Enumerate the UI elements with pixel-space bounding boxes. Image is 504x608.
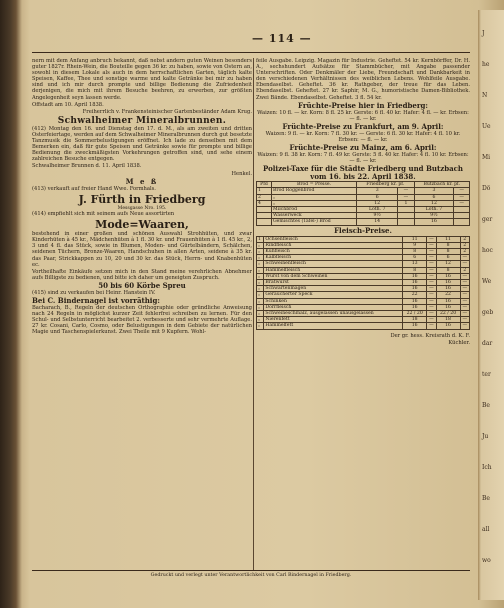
table-cell: 9 (403, 242, 427, 248)
table-cell: 14 (356, 219, 397, 225)
taxe-signature: Der gr. hess. Kreisrath d. K. F. (390, 332, 470, 339)
table-cell: „ (257, 286, 264, 292)
table-cell: 2 (460, 236, 470, 242)
facing-page-fragment: Ich (482, 464, 492, 471)
table-cell: 8 (436, 249, 460, 255)
table-cell: 8 (403, 249, 427, 255)
table-cell: — (427, 298, 436, 304)
notice-414-body: bestehend in einer großen und schönen Auswahl Strohhüten, und zwar Kinderhüten à 45 kr., Mädchenhüten à 1 fl. 30 kr. und Frauenhüten à 1 fl. 45 kr., 2, 3 und 4 fl. das Stück, sowie in Blumen, Moden- und Gürtelbändern, Schälchen, seidenen Tüchern, Bronze-Waaren, Handschuhen in allen Arten, seidene à 35 kr. das Paar, Strickkappen zu 10, 20 und 30 kr. das Stück, Herrn- und Knabenhüten ec. (32, 231, 252, 268)
table-cell: 22 / 20 (403, 311, 427, 317)
heading-mode-waaren: Mode=Waaren, (95, 218, 189, 232)
table-cell: „ (257, 292, 264, 298)
table-cell: — (460, 311, 470, 317)
facing-page-fragment: dar (482, 340, 493, 347)
table-cell: — (427, 261, 436, 267)
table-cell: Schinken (264, 298, 403, 304)
table-cell: 3 (414, 188, 454, 194)
table-cell: — (427, 286, 436, 292)
table-cell: 18 (436, 317, 460, 323)
table-cell: 11 (403, 236, 427, 242)
table-cell: Ochsenfleisch (264, 236, 403, 242)
table-cell: — (427, 292, 436, 298)
facing-page-fragment: We (482, 278, 492, 285)
header-cell: Friedberg kr. pf. (356, 182, 414, 188)
header-cell: Butzbach kr. pf. (414, 182, 469, 188)
table-cell: 2 (460, 267, 470, 273)
table-cell: — (460, 255, 470, 261)
book-list-right: feile Ausgabe. Leipzig. Magazin für Industrie. Geheftet. 54 kr. Kernbörffer, Dr. H. A., sechshundert Aufsätze für Stammbücher, mit Angabe passender Unterschriften. Oder Denkmäler der Liebe, Freundschaft und Dankbarkeit in den verschiedenen Verhältnissen des weiblichen Lebens. Wohlfeile Ausgabe. Ebendaselbst. Geheftet. 36 kr. Rathgeber, der treue für das Leben. Ebendaselbst. Geheftet. 27 kr. Saphir, M. G., humoristische Damen-Bibliothek. Zwei Bände. Ebendaselbst. Geheftet. 3 fl. 54 kr. (256, 58, 471, 101)
signature-henkel: Henkel. (231, 170, 252, 177)
table-cell: „ (257, 317, 264, 323)
table-cell: 12 (414, 200, 454, 206)
table-cell: 16 (436, 280, 460, 286)
table-cell: 22 / 20 (436, 311, 460, 317)
table-cell: 9½ (414, 213, 454, 219)
date-schwalheim: Schwalheimer Brunnen d. 11. April 1838. (32, 163, 142, 170)
taxe-signature-name: Küchler. (448, 339, 470, 346)
table-cell: „ (257, 323, 264, 329)
table-cell: — (427, 317, 436, 323)
brot-table (256, 181, 470, 225)
table-cell: 16 (436, 273, 460, 279)
table-cell: Milchbrod (272, 207, 357, 213)
facing-page-fragment: all (482, 526, 490, 533)
table-cell: — (460, 298, 470, 304)
table-row (257, 323, 470, 329)
table-cell: 2 (257, 194, 272, 200)
table-cell: 16 (403, 280, 427, 286)
preise-friedberg: Waizen: 10 fl. — kr. Korn: 8 fl. 25 kr. Gerste: 6 fl. 40 kr. Hafer: 4 fl. — kr. Erbsen: — fl. — kr. (257, 109, 469, 122)
table-cell: 16 (403, 323, 427, 329)
table-cell: — (427, 304, 436, 310)
table-cell: 12 (356, 200, 397, 206)
notice-414-intro: (414) empfiehlt sich mit seinem aufs Neue assortirten (32, 211, 175, 218)
table-cell: 6 (414, 194, 454, 200)
table-cell: 12 (436, 261, 460, 267)
table-cell (257, 219, 272, 225)
table-cell: 1 (257, 236, 264, 242)
table-cell: 22 (436, 292, 460, 298)
facing-page-fragment: Mi (482, 154, 491, 161)
table-cell: Schweineschmalz, ausgelassen unausgelassen (264, 311, 403, 317)
table-cell: 16 (403, 304, 427, 310)
heading-bindernagel: Bei C. Bindernagel ist vorräthig: (32, 296, 160, 306)
table-cell: „ (257, 298, 264, 304)
table-cell: Schwartenmagen (264, 286, 403, 292)
table-cell: Bratwurst (264, 280, 403, 286)
facing-page-fragment: geb (482, 309, 494, 316)
facing-page-edge (478, 10, 504, 600)
table-cell: „ (272, 200, 357, 206)
table-cell: 13 (403, 261, 427, 267)
table-cell: 1 (398, 200, 414, 206)
table-cell: 4 (257, 200, 272, 206)
table-cell: Loth. 7 (414, 207, 454, 213)
facing-page-fragment: Be (482, 402, 490, 409)
table-cell: 3 (356, 188, 397, 194)
notice-412: (412) Montag den 16. und Dienstag den 17. d. M., als am zweiten und dritten Osterfeiertage, werden auf dem Schwalheimer Mineralbrunnen durch gut besetzte Tanzmusik die Sommerbelustigungen eröffnet. Ich lade zu denselben mit dem Bemerken ein, daß für gute Speisen und Getränke sowie für prompte und billige Bedienung die zweckmäßigsten Vorkehrungen getroffen sind, und sehe einem zahlreichen Besuche entgegen. (32, 125, 252, 163)
table-cell: 2 (460, 242, 470, 248)
table-cell: Rindfleisch (264, 242, 403, 248)
table-cell: 18 (403, 317, 427, 323)
table-cell: 16 (436, 286, 460, 292)
table-cell: 6 (356, 194, 397, 200)
table-cell: — (427, 323, 436, 329)
newspaper-page (20, 30, 472, 590)
table-cell: 1 (257, 188, 272, 194)
notice-414-closing: Vortheilhafte Einkäufe setzen mich in den Stand meine verehrlichen Abnehmer aufs Billigste zu bedienen, und bitte ich daher um geneigten Zuspruch. (32, 268, 252, 281)
table-cell: — (460, 292, 470, 298)
heading-preise-frankfurt: Früchte-Preise zu Frankfurt, am 9. April: (282, 121, 444, 131)
table-cell: 16 (414, 219, 454, 225)
facing-page-fragment: Be (482, 495, 490, 502)
table-cell: 16 (403, 298, 427, 304)
heading-preise-mainz: Früchte-Preise zu Mainz, am 6. April: (289, 143, 437, 153)
table-cell: — (427, 311, 436, 317)
facing-page-fragment: he (482, 61, 490, 68)
header-cell: Pfd (257, 182, 272, 188)
table-cell: Wasserweck (272, 213, 357, 219)
table-cell: 6 (403, 255, 427, 261)
table-cell: „ (257, 311, 264, 317)
table-cell: Kalbfleisch (264, 255, 403, 261)
furth-address: Messgasse Nro. 195. (117, 205, 167, 211)
heading-preise-friedberg: Früchte-Preise hier in Friedberg: (297, 100, 429, 110)
table-cell: „ (257, 267, 264, 273)
table-cell: Brod Roggenbrod (272, 188, 357, 194)
table-cell: — (427, 255, 436, 261)
date-offstadt: Offstadt am 10. April 1838. (32, 101, 104, 108)
table-cell: — (427, 273, 436, 279)
table-cell: „ (257, 255, 264, 261)
table-cell: — (427, 267, 436, 273)
table-cell: — (454, 194, 470, 200)
heading-polizei-taxe: Polizei-Taxe für die Städte Friedberg und Butzbach vom 16. bis 22. April 1838. (263, 164, 463, 182)
table-cell: „ (257, 273, 264, 279)
left-column (32, 58, 252, 337)
facing-page-fragment: Dö (482, 185, 491, 192)
table-cell: „ (257, 242, 264, 248)
table-cell: „ (257, 249, 264, 255)
table-cell: Hammelfleisch (264, 267, 403, 273)
right-column (256, 58, 470, 347)
table-cell: 9½ (356, 213, 397, 219)
table-cell: 16 (403, 273, 427, 279)
notice-413: (413) verkauft auf freier Hand Wwe. Formhals. (32, 185, 156, 192)
heading-spreu: 50 bis 60 Körbe Spreu (98, 280, 186, 290)
table-cell: Geräucherter Speck (264, 292, 403, 298)
table-cell: 2 (460, 249, 470, 255)
table-cell: Hammelfett (264, 323, 403, 329)
page-number: — 114 — (252, 32, 312, 45)
facing-page-fragment: ter (482, 371, 491, 378)
table-cell: 6 (436, 255, 460, 261)
table-cell: 11 (436, 236, 460, 242)
preise-mainz: Waizen: 9 fl. 38 kr. Korn: 7 fl. 49 kr. Gerste: 5 fl. 40 kr. Hafer: 4 fl. 10 kr. Erbsen: — fl. — kr. (257, 152, 469, 165)
heading-furth: J. Fürth in Friedberg (78, 192, 206, 206)
table-cell: — (398, 194, 414, 200)
table-cell: Loth. 7 (356, 207, 397, 213)
notice-415: (415) sind zu verkaufen bei Heinr. Hanstein IV. (32, 289, 156, 296)
table-cell: Schweinenfleisch (264, 261, 403, 267)
table-cell: Kuhfleisch (264, 249, 403, 255)
table-cell: „ (257, 261, 264, 267)
table-cell: — (454, 188, 470, 194)
heading-fleisch: Fleisch-Preise. (334, 225, 392, 235)
intro-text: nern mit dem Anfang anbruch bekannt, daß nebst andern guten Weinen besonders guter 1827r. Rhein-Wein, die Bouteille gegen 36 kr. zu haben, sowie von Ostern an, sowohl in diesem Lokale als auch in dem herrschaftlichen Garten, täglich kalte Speisen, Kaffee, Thee und sonstige warme und kalte Getränke bei mir zu haben sind und ich mir durch prompte und billige Bedienung die Zufriedenheit derjenigen, die mich mit ihrem Besuche beehren, zu erwerben, zur größten Angelegenheit seyn lassen werde. (32, 58, 252, 101)
table-cell: Nierenfett (264, 317, 403, 323)
facing-page-fragment: Ue (482, 123, 491, 130)
table-cell: — (460, 323, 470, 329)
table-cell: „ (257, 280, 264, 286)
column-divider (253, 58, 254, 570)
table-cell: „ (257, 304, 264, 310)
table-cell: 8 (436, 242, 460, 248)
table-cell: 16 (403, 286, 427, 292)
imprint-footer: Gedruckt und verlegt unter Verantwortlichkeit von Carl Bindernagel in Friedberg. (150, 573, 352, 578)
table-cell: — (427, 242, 436, 248)
facing-page-fragment: N (482, 92, 488, 99)
preise-frankfurt: Waizen: 9 fl. — kr. Korn: 7 fl. 30 kr. — Gerste: 6 fl. 30 kr. Hafer: 4 fl. 10 kr. Erbsen: — fl. — kr. (265, 130, 461, 143)
table-cell: — (427, 280, 436, 286)
table-cell: — (460, 261, 470, 267)
table-cell: — (460, 273, 470, 279)
table-cell (398, 219, 414, 225)
table-cell: „ (272, 194, 357, 200)
table-row (257, 219, 470, 225)
facing-page-fragment: ger (482, 216, 493, 223)
facing-page-fragment: wo (482, 557, 491, 564)
table-cell: — (460, 286, 470, 292)
table-cell: — (427, 249, 436, 255)
table-cell: — (460, 317, 470, 323)
table-cell: Gemischtes (Tafel-) Brod (272, 219, 357, 225)
table-cell: 16 (436, 323, 460, 329)
table-cell: — (427, 236, 436, 242)
heading-schwalheim: Schwalheimer Mineralbrunnen. (57, 115, 227, 126)
facing-page-fragment: hoc (482, 247, 493, 254)
facing-page-fragment: Ju (482, 433, 489, 440)
header-cell: Brod = Preise. (272, 182, 357, 188)
table-cell: 8 (403, 267, 427, 273)
table-cell: — (398, 188, 414, 194)
book-list-left: Bacharach, B., Regeln der deutschen Orthographie oder gründliche Anweisung nach 24 Regeln in möglichst kurzer Zeit fehlerfrei schreiben zu lernen. Für den Schul- und Selbstunterricht bearbeitet 2. verbesserte und sehr vermehrte Auflage. 27 kr. Cosani, Carlo, Cosmo, oder Belustigungen in dem Gebiete der natürlichen Magie und Taschenspielerkunst. Zwei Theile mit 9 Kupfern. Wohl- (32, 305, 252, 336)
table-cell (454, 219, 470, 225)
table-cell: 22 (403, 292, 427, 298)
table-cell: 16 (436, 304, 460, 310)
table-cell: Wurst von dem Schweinen (264, 273, 403, 279)
signature-krug: Freiherrlich v. Frankensteinischer Gartenbeständer Adam Krug. (82, 108, 252, 115)
header-rule (32, 52, 470, 53)
facing-page-fragment: J (482, 30, 485, 37)
footer-rule (32, 570, 470, 571)
table-cell: — (460, 304, 470, 310)
fleisch-table (256, 236, 470, 330)
heading-messe: M e ß (125, 176, 159, 186)
table-cell: 8 (436, 267, 460, 273)
table-cell: 16 (436, 298, 460, 304)
table-cell: — (454, 200, 470, 206)
table-cell: — (460, 280, 470, 286)
table-cell: Dörrfleisch (264, 304, 403, 310)
